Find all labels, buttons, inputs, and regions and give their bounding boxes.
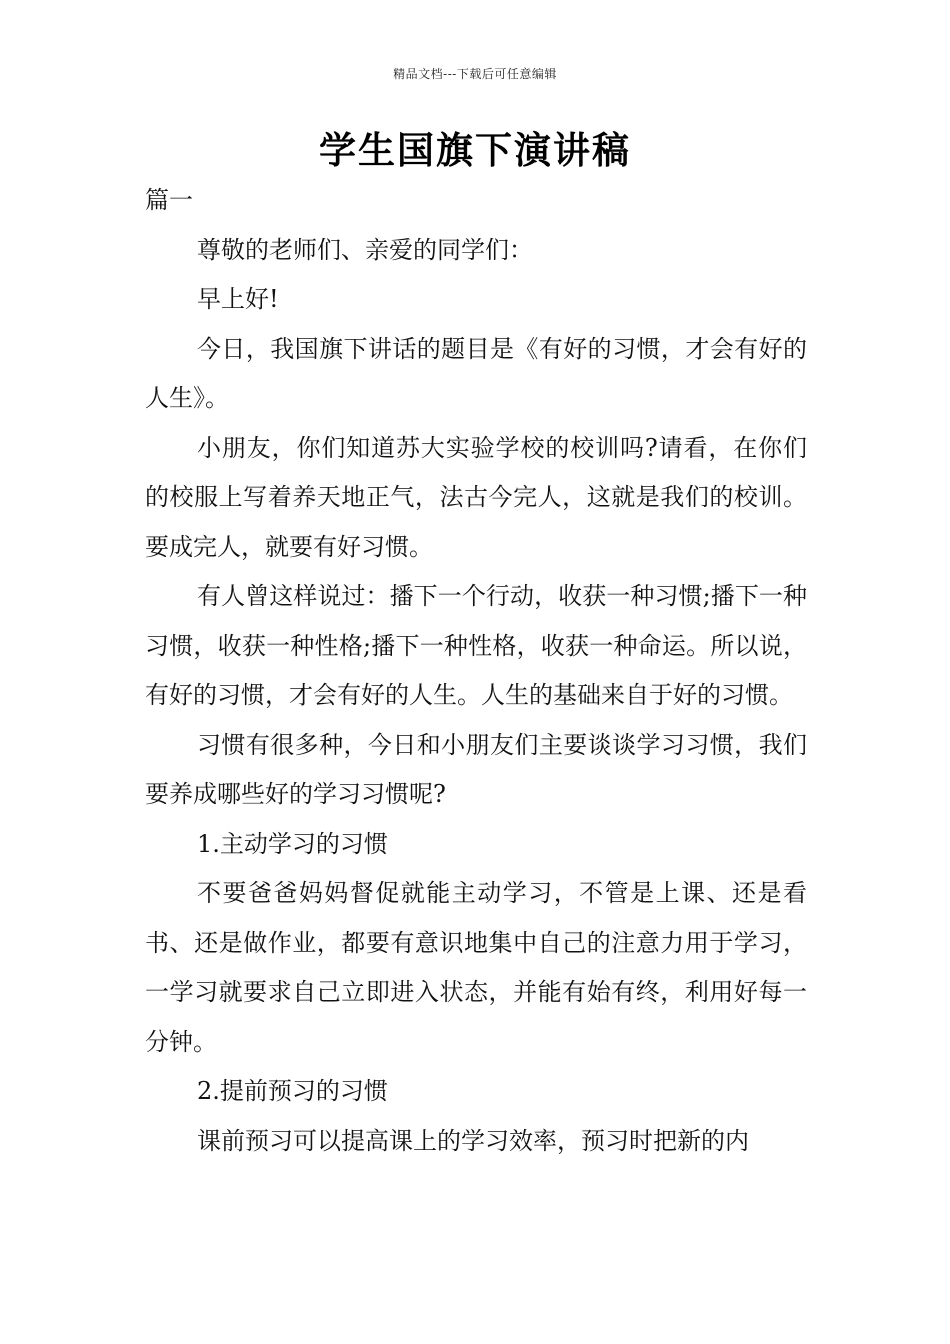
paragraph-quote: 有人曾这样说过：播下一个行动，收获一种习惯;播下一种习惯，收获一种性格;播下一种性格，收获一种命运。所以说，有好的习惯，才会有好的人生。人生的基础来自于好的习惯。 bbox=[145, 582, 807, 709]
paragraph-active-learning: 不要爸爸妈妈督促就能主动学习，不管是上课、还是看书、还是做作业，都要有意识地集中自己的注意力用于学习，一学习就要求自己立即进入状态，并能有始有终，利用好每一分钟。 bbox=[145, 879, 807, 1056]
document-title: 学生国旗下演讲稿 bbox=[319, 129, 631, 172]
heading-preview: 2.提前预习的习惯 bbox=[197, 1077, 388, 1105]
document-body bbox=[145, 176, 807, 1166]
paragraph-preview: 课前预习可以提高课上的学习效率，预习时把新的内 bbox=[197, 1126, 749, 1155]
paragraph-topic: 今日，我国旗下讲话的题目是《有好的习惯，才会有好的人生》。 bbox=[145, 334, 807, 412]
paragraph-school-motto: 小朋友，你们知道苏大实验学校的校训吗?请看，在你们的校服上写着养天地正气，法古今完人，这就是我们的校训。要成完人，就要有好习惯。 bbox=[145, 433, 807, 561]
header-note: 精品文档---下载后可任意编辑 bbox=[393, 67, 557, 81]
paragraph-greeting: 早上好! bbox=[197, 285, 279, 313]
paragraph-salutation: 尊敬的老师们、亲爱的同学们： bbox=[197, 235, 533, 264]
paragraph-habits-intro: 习惯有很多种，今日和小朋友们主要谈谈学习习惯，我们要养成哪些好的学习习惯呢? bbox=[145, 730, 807, 808]
section-label: 篇一 bbox=[145, 186, 193, 214]
heading-active-learning: 1.主动学习的习惯 bbox=[197, 829, 388, 858]
